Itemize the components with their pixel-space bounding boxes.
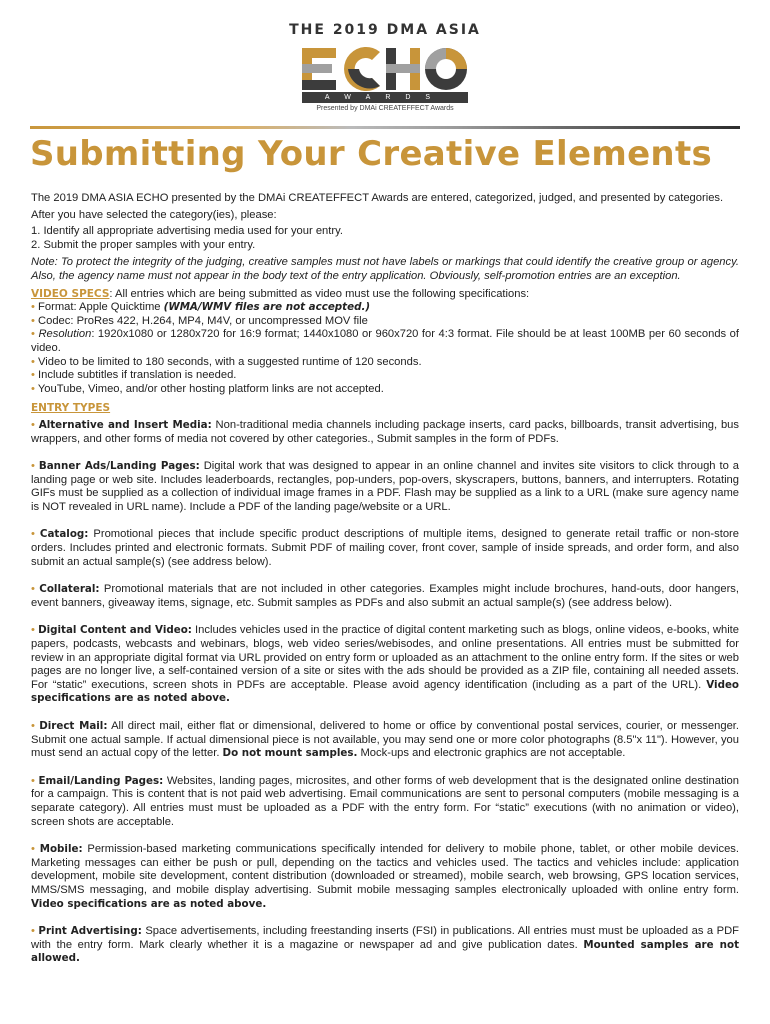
entry-type-text: All direct mail, either flat or dimensional, delivered to home or office by conventional postal services, courier, or messenger. Submit one actual sample. If actual dimensional piece is not available, you may send one or more color photographs (8.5"x 11"). However, you must send an actual copy of the letter.	[31, 720, 740, 760]
entry-type-text: Promotional materials that are not included in other categories. Examples might include brochures, hand-outs, door hangers, event banners, giveaway items, signage, etc. Submit samples as PDFs and also submit an actual sample(s) (see address below).	[31, 583, 740, 609]
entry-type-label: Alternative and Insert Media:	[38, 418, 212, 431]
bullet-icon: •	[31, 925, 35, 938]
bullet-icon: •	[31, 328, 35, 341]
bullet-icon: •	[31, 382, 35, 395]
spec-limit: • Video to be limited to 180 seconds, with a suggested runtime of 120 seconds.	[31, 355, 422, 368]
entry-type-emphasis: Mounted samples are not allowed.	[31, 938, 739, 965]
bullet-icon: •	[31, 528, 35, 541]
entry-type-label: Print Advertising:	[38, 925, 142, 938]
entry-type-item	[31, 460, 739, 514]
entry-type-item	[31, 925, 739, 966]
entry-type-text: Websites, landing pages, microsites, and other forms of web development that is the designated online destination for a campaign. This is content that is not paid web advertising. Email communications are sent to personal computers (mobile messaging is a separate category). All entries must must be uploaded as a PDF with the entry form. For “static” executions (with no animation or video), screen shots are acceptable.	[31, 774, 739, 828]
entry-type-label: Catalog:	[39, 528, 89, 541]
entry-type-emphasis: Video specifications are as noted above.	[31, 678, 739, 705]
entry-type-text: Promotional pieces that include specific product descriptions of multiple items, designed to generate retail traffic or non-store orders. Includes printed and electronic formats. Submit PDF of mailing cover, front cover, sample of inside spreads, and order form, and also submit an actual sample(s) (see address below).	[31, 528, 739, 568]
entry-types-heading: ENTRY TYPES	[31, 402, 111, 415]
entry-type-text: Includes vehicles used in the practice of digital content marketing such as blogs, online videos, e-books, white papers, podcasts, webcasts and webinars, blogs, web video series/webisodes, and online presentations. All entries must be submitted for review in an appropriate digital format via URL provided on entry form or uploaded as an attachment to the online entry form. If the sites or web pages are no longer live, a self-contained version of a site or sites with the ads should be provided as a ZIP file, containing all needed assets. For “static” executions, screen shots in PDFs are acceptable. Please avoid agency identification (including as a part of the URL).	[31, 624, 740, 691]
entry-type-label: Email/Landing Pages:	[38, 774, 164, 787]
video-specs-intro: : All entries which are being submitted as video must use the following specifications:	[109, 287, 530, 300]
entry-type-item	[31, 583, 739, 610]
spec-codec: • Codec: ProRes 422, H.264, MP4, M4V, or uncompressed MOV file	[31, 314, 368, 327]
page-title: Submitting Your Creative Elements	[30, 134, 713, 174]
entry-type-text: Non-traditional media channels including package inserts, card packs, billboards, transit advertising, bus wrappers, and other forms of media not covered by other categories., Submit samples in the form of PDFs.	[31, 418, 739, 445]
entry-type-item	[31, 843, 739, 911]
bullet-icon: •	[31, 314, 35, 327]
document-body	[31, 192, 739, 980]
entry-type-item	[31, 528, 739, 569]
bullet-icon: •	[31, 369, 35, 382]
entry-type-label: Collateral:	[39, 583, 100, 596]
bullet-icon: •	[31, 843, 35, 856]
spec-resolution: • Resolution: 1920x1080 or 1280x720 for 16:9 format; 1440x1080 or 960x720 for 4:3 format. File should be at least 100MB per 60 seconds of video.	[31, 328, 739, 354]
entry-type-label: Mobile:	[39, 843, 83, 856]
entry-type-text: Digital work that was designed to appear in an online channel and invites site visitors to click through to a landing page or web site. Includes leaderboards, rectangles, pop-unders, pop-overs, skyscrapers, buttons, banners, and interrupters. Rotating GIFs must be supplied as a collection of individual image frames in a PDF. Flash may be supplied as a link to a URL (make sure agency name is NOT revealed in URL name). Include a PDF of the landing page/website or a URL.	[31, 460, 739, 513]
bullet-icon: •	[31, 583, 35, 596]
entry-type-item	[31, 624, 739, 706]
bullet-icon: •	[31, 624, 35, 637]
bullet-icon: •	[31, 301, 35, 314]
spec-links: • YouTube, Vimeo, and/or other hosting platform links are not accepted.	[31, 382, 384, 395]
intro-instruction: After you have selected the category(ies), please:	[31, 208, 277, 221]
entry-type-label: Digital Content and Video:	[38, 624, 192, 637]
echo-wordmark	[302, 42, 468, 92]
note-label: Note	[31, 256, 55, 269]
bullet-icon: •	[31, 774, 35, 787]
entry-type-item	[31, 720, 739, 761]
logo-awards-bar: AWARDS	[302, 92, 468, 103]
spec-format: • Format: Apple Quicktime (WMA/WMV files are not accepted.)	[31, 301, 371, 314]
format-note: (WMA/WMV files are not accepted.)	[163, 301, 371, 314]
entry-type-emphasis: Video specifications are as noted above.	[31, 897, 267, 910]
video-specs-heading: VIDEO SPECS	[31, 287, 110, 300]
entry-type-label: Direct Mail:	[39, 720, 108, 732]
bullet-icon: •	[31, 418, 35, 431]
step-1: 1. Identify all appropriate advertising media used for your entry.	[31, 225, 343, 238]
step-2: 2. Submit the proper samples with your entry.	[31, 238, 256, 251]
entry-type-tail: Mock-ups and electronic graphics are not acceptable.	[357, 747, 626, 760]
bullet-icon: •	[31, 355, 35, 368]
header-divider	[30, 126, 740, 129]
bullet-icon: •	[31, 720, 35, 732]
entry-type-emphasis: Do not mount samples.	[222, 747, 358, 760]
note-paragraph	[31, 256, 739, 283]
entry-type-text: Permission-based marketing communications specifically intended for delivery to mobile phone, tablet, or other mobile devices. Marketing messages can either be push or pull, depending on the tactics and vehicles used. The tactics and vehicles include: application development, mobile site development, content distribution (downloaded or streamed), mobile search, web browsing, GPS location services, MMS/SMS messaging, and mobile display advertising. Submit mobile messaging samples electronically uploaded with online entry form.	[31, 843, 739, 896]
entry-type-label: Banner Ads/Landing Pages:	[38, 460, 200, 473]
logo-presented-by: Presented by DMAi CREATEFFECT Awards	[316, 105, 454, 112]
note-text: : To protect the integrity of the judging, creative samples must not have labels or markings that could identify the creative group or agency. Also, the agency name must not appear in the body text of the entry application. Obviously, self-promotion entries are an exception.	[31, 256, 739, 282]
logo-top-text: THE 2019 DMA ASIA	[289, 22, 481, 38]
entry-types-section	[31, 402, 739, 966]
spec-subtitles: • Include subtitles if translation is needed.	[31, 369, 237, 382]
video-specs-section	[31, 288, 739, 397]
intro-paragraph: The 2019 DMA ASIA ECHO presented by the DMAi CREATEFFECT Awards are entered, categorized, judged, and presented by categories.	[31, 192, 724, 204]
entry-type-item	[31, 419, 739, 446]
echo-awards-logo	[0, 0, 770, 118]
entry-type-item	[31, 775, 739, 829]
bullet-icon: •	[31, 460, 35, 473]
entry-type-text: Space advertisements, including freestanding inserts (FSI) in publications. All entries must must be uploaded as a PDF with the entry form. Mark clearly whether it is a magazine or newspaper ad and give publication dates.	[31, 925, 740, 951]
